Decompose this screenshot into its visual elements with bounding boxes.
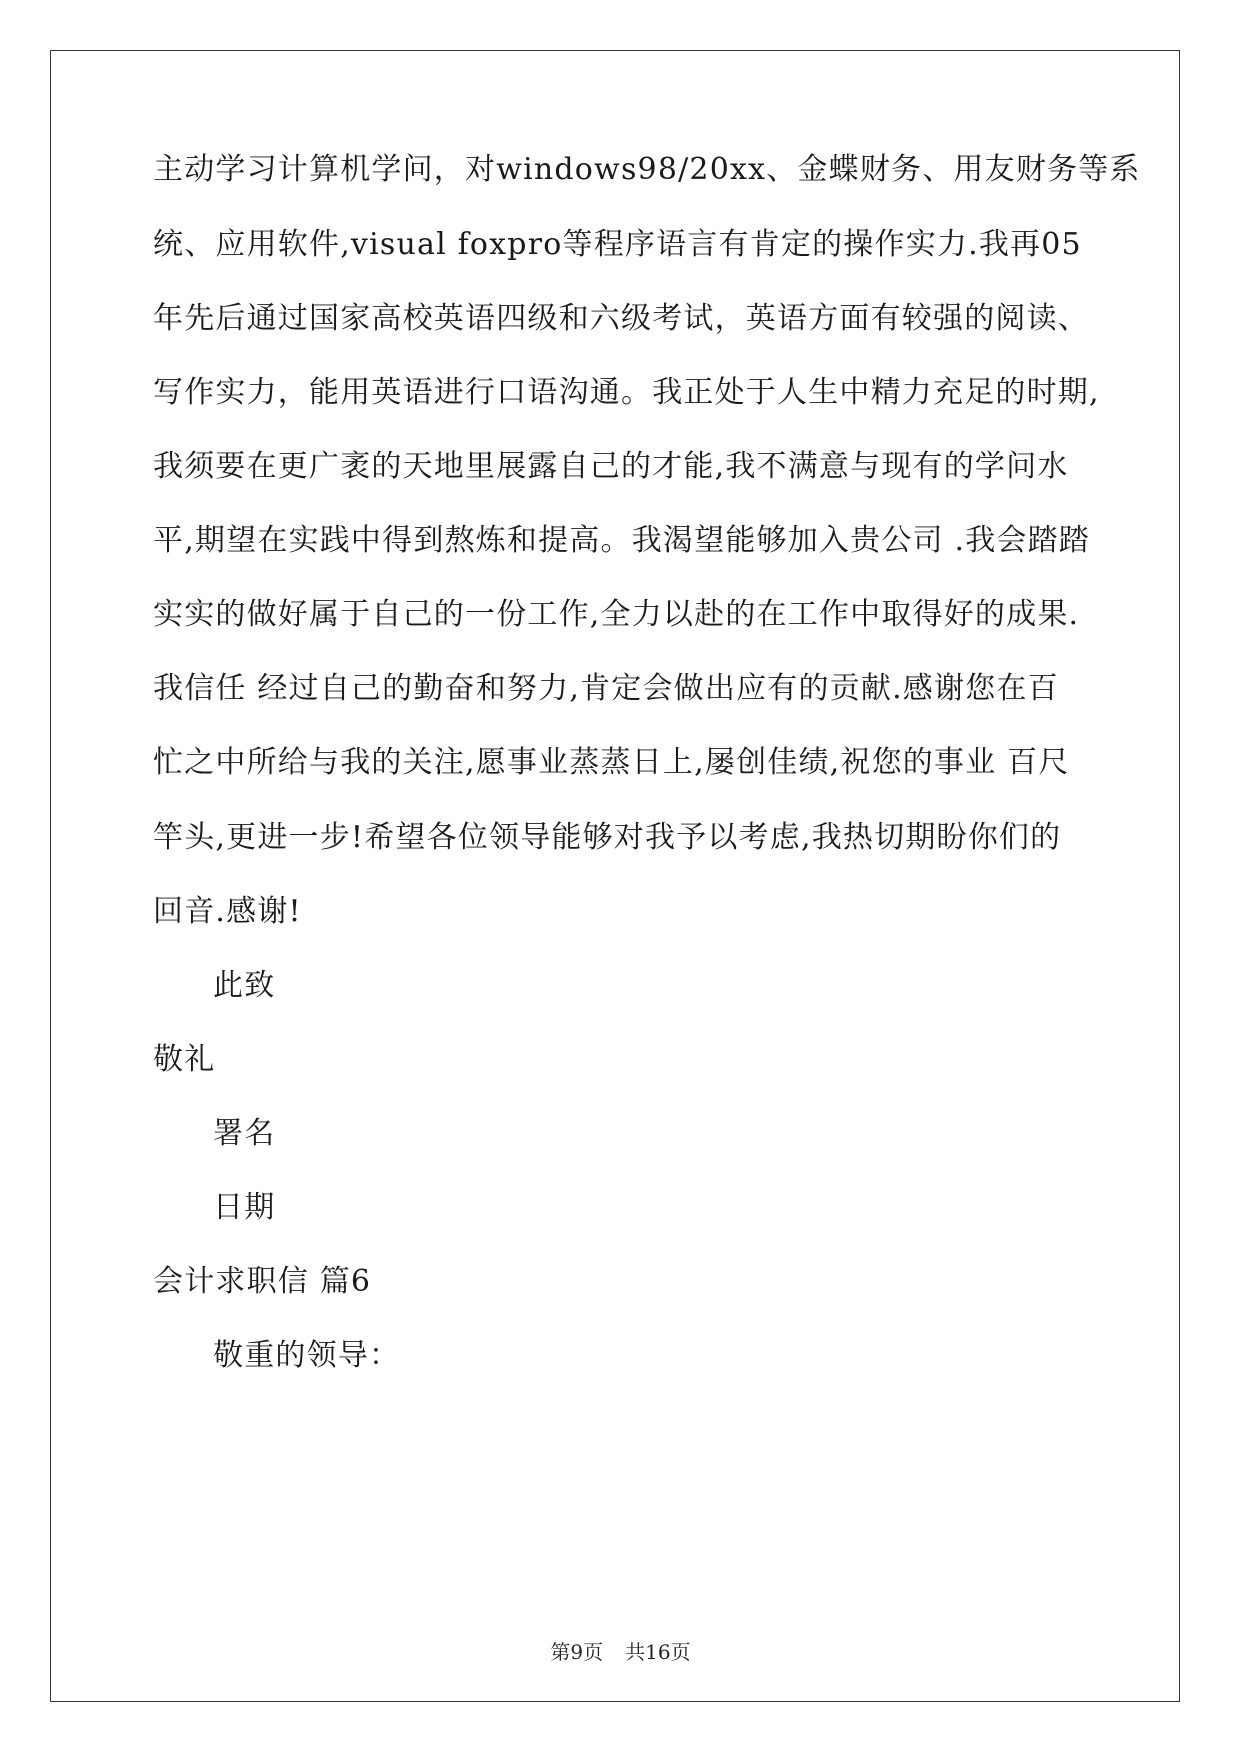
salutation: 敬重的领导： (213, 1338, 401, 1373)
body-line-4: 写作实力，能用英语进行口语沟通。我正处于人生中精力充足的时期, (153, 375, 1100, 410)
body-line-3: 年先后通过国家高校英语四级和六级考试，英语方面有较强的阅读、 (153, 301, 1089, 336)
body-line-1: 主动学习计算机学问，对windows98/20xx、金蝶财务、用友财务等系 (153, 152, 1141, 187)
closing-ci-zhi: 此致 (213, 968, 276, 1003)
body-line-10: 竿头,更进一步!希望各位领导能够对我予以考虑,我热切期盼你们的 (153, 820, 1062, 855)
date-label: 日期 (213, 1190, 276, 1225)
section-heading: 会计求职信 篇6 (153, 1264, 372, 1299)
body-line-5: 我须要在更广袤的天地里展露自己的才能,我不满意与现有的学问水 (153, 449, 1069, 484)
body-line-9: 忙之中所给与我的关注,愿事业蒸蒸日上,屡创佳绩,祝您的事业 百尺 (153, 745, 1070, 780)
signature-label: 署名 (213, 1116, 276, 1151)
body-line-11: 回音.感谢! (153, 894, 302, 929)
body-line-6: 平,期望在实践中得到熬炼和提高。我渴望能够加入贵公司 .我会踏踏 (153, 523, 1091, 558)
page-number: 第9页 (550, 1640, 604, 1664)
page-frame (50, 50, 1180, 1702)
page-total: 共16页 (625, 1640, 691, 1664)
body-line-7: 实实的做好属于自己的一份工作,全力以赴的在工作中取得好的成果. (153, 597, 1080, 632)
body-line-8: 我信任 经过自己的勤奋和努力,肯定会做出应有的贡献.感谢您在百 (153, 671, 1059, 706)
body-line-2: 统、应用软件,visual foxpro等程序语言有肯定的操作实力.我再05 (153, 227, 1082, 262)
page-footer (0, 1640, 1241, 1664)
closing-jing-li: 敬礼 (153, 1042, 216, 1077)
